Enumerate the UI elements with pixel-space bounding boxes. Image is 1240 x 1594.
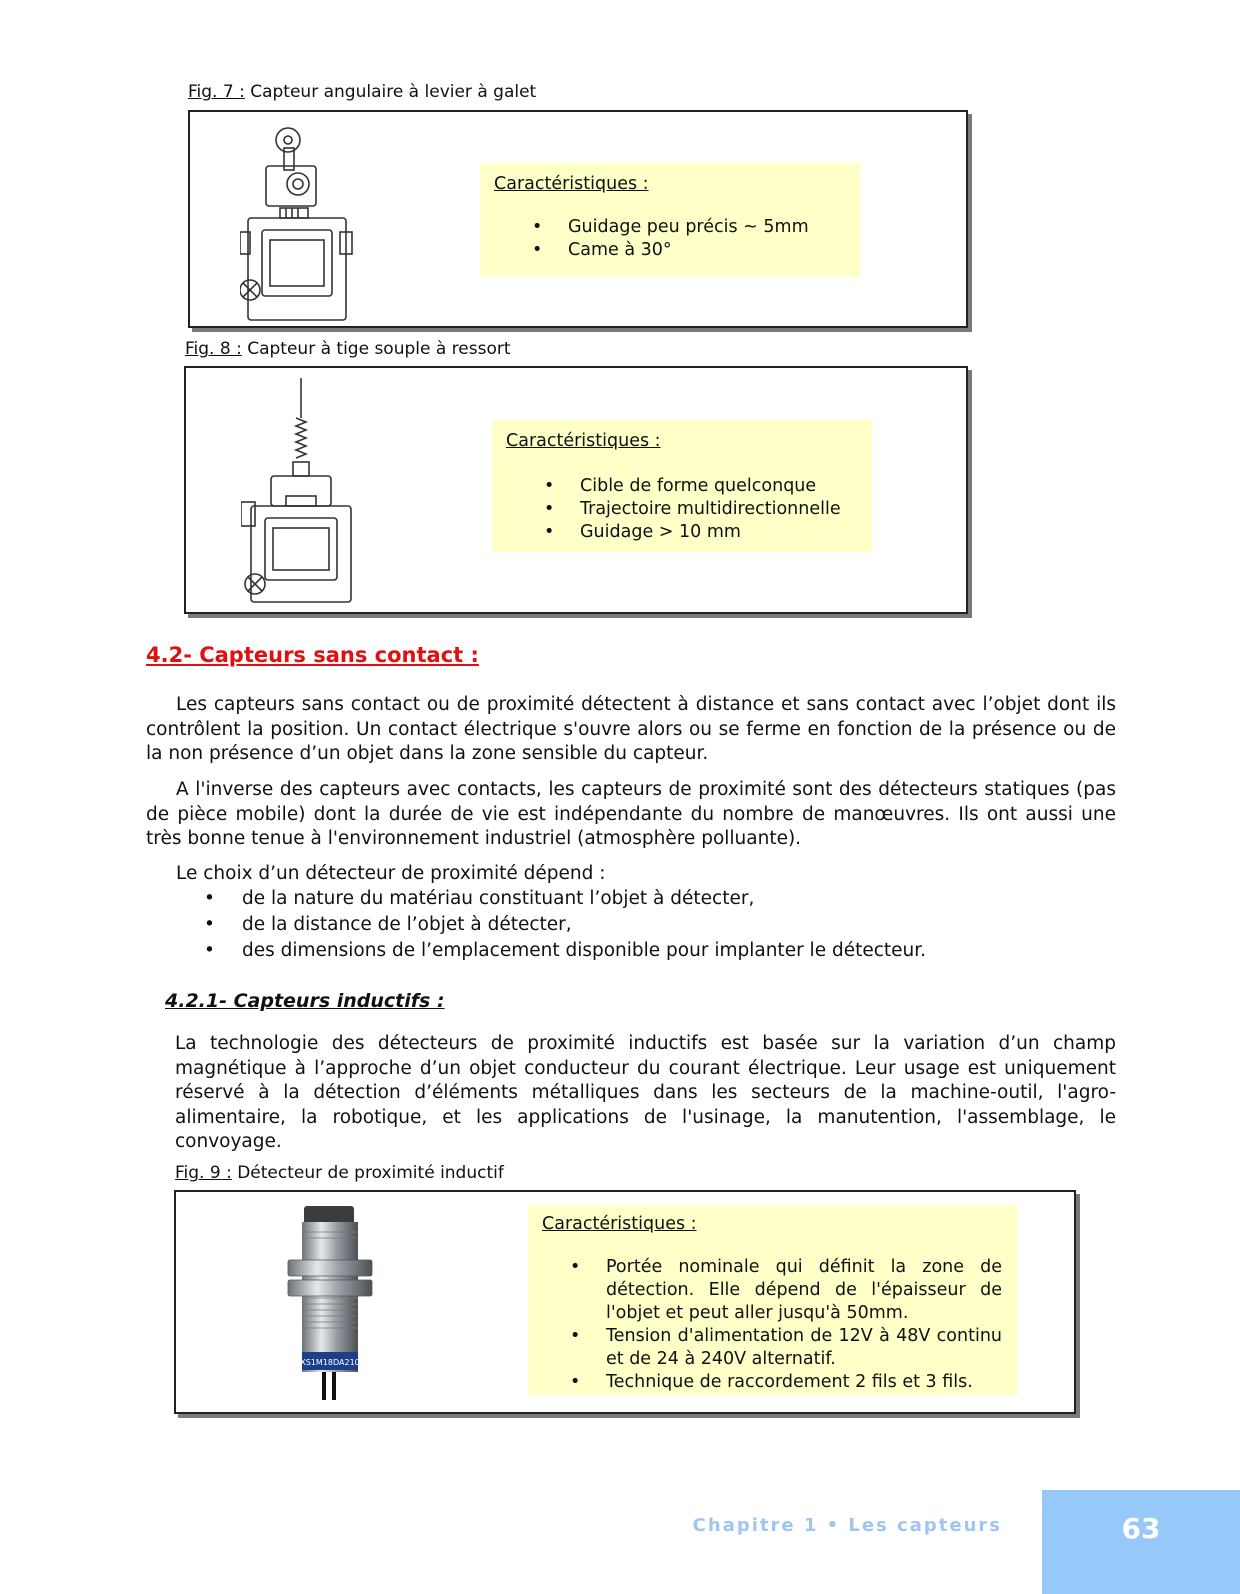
fig7-box <box>188 110 968 328</box>
fig7-char-title: Caractéristiques : <box>494 174 649 194</box>
list-item: • Trajectoire multidirectionnelle <box>544 499 841 519</box>
fig8-title: Capteur à tige souple à ressort <box>241 339 511 359</box>
fig7-char-list <box>494 216 860 262</box>
list-item: • Guidage > 10 mm <box>544 522 741 542</box>
list-item: • Portée nominale qui définit la zone de détection. Elle dépend de l'épaisseur de l'objet et peut aller jusqu'à 50mm. <box>570 1257 1002 1323</box>
roller-lever-switch-image <box>240 122 360 322</box>
fig7-characteristics <box>480 163 860 277</box>
subsection-title: 4.2.1- Capteurs inductifs : <box>165 990 445 1012</box>
inductive-sensor-image <box>276 1202 386 1402</box>
list-item: • Came à 30° <box>532 240 672 260</box>
section-paragraph-3: Le choix d’un détecteur de proximité dépend : <box>176 863 606 884</box>
fig8-char-title: Caractéristiques : <box>506 431 661 451</box>
list-item: • Tension d'alimentation de 12V à 48V continu et de 24 à 240V alternatif. <box>570 1326 1002 1369</box>
fig7-title: Capteur angulaire à levier à galet <box>244 82 537 102</box>
list-item: • de la distance de l’objet à détecter, <box>204 914 572 935</box>
section-paragraph-1: Les capteurs sans contact ou de proximité détectent à distance et sans contact avec l’objet dont ils contrôlent la position. Un contact électrique s'ouvre alors ou se ferme en fonction de la présence ou de la non présence d’un objet dans la zone sensible du capteur. <box>146 694 1116 764</box>
section-bullet-list <box>176 886 1116 964</box>
fig9-char-title: Caractéristiques : <box>542 1214 697 1234</box>
fig7-caption <box>188 82 536 102</box>
fig8-char-list <box>506 475 872 544</box>
page-number: 63 <box>1042 1490 1240 1594</box>
section-paragraph-2: A l'inverse des capteurs avec contacts, les capteurs de proximité sont des détecteurs statiques (pas de pièce mobile) dont la durée de vie est indépendante du nombre de manœuvres. Ils ont aussi une très bonne tenue à l'environnement industriel (atmosphère polluante). <box>146 779 1116 849</box>
fig9-title: Détecteur de proximité inductif <box>231 1163 504 1183</box>
chapter-footer: Chapitre 1 • Les capteurs <box>692 1515 1002 1536</box>
fig8-box <box>184 366 968 614</box>
list-item: • Guidage peu précis ~ 5mm <box>532 217 809 237</box>
list-item: • Technique de raccordement 2 fils et 3 fils. <box>570 1372 973 1392</box>
fig8-caption <box>185 339 511 359</box>
section-title: 4.2- Capteurs sans contact : <box>146 643 479 667</box>
fig8-characteristics <box>492 420 872 552</box>
fig9-box <box>174 1190 1076 1414</box>
fig9-label: Fig. 9 : <box>175 1163 232 1183</box>
fig9-caption <box>175 1163 504 1183</box>
fig9-char-list <box>542 1256 1002 1394</box>
fig9-characteristics <box>528 1205 1018 1395</box>
sensor-marking: XS1M18DA210 <box>300 1358 360 1367</box>
subsection-paragraph-1: La technologie des détecteurs de proximité inductifs est basée sur la variation d’un champ magnétique à l’approche d’un objet conducteur du courant électrique. Leur usage est uniquement réservé à la détection d’éléments métalliques dans les secteurs de la machine-outil, l'agro-alimentaire, la robotique, et les applications de l'usinage, la manutention, l'assemblage, le convoyage. <box>175 1033 1116 1152</box>
list-item: • des dimensions de l’emplacement disponible pour implanter le détecteur. <box>204 940 927 961</box>
spring-rod-switch-image <box>241 378 361 608</box>
fig7-label: Fig. 7 : <box>188 82 245 102</box>
list-item: • de la nature du matériau constituant l’objet à détecter, <box>204 888 755 909</box>
fig8-label: Fig. 8 : <box>185 339 242 359</box>
list-item: • Cible de forme quelconque <box>544 476 817 496</box>
